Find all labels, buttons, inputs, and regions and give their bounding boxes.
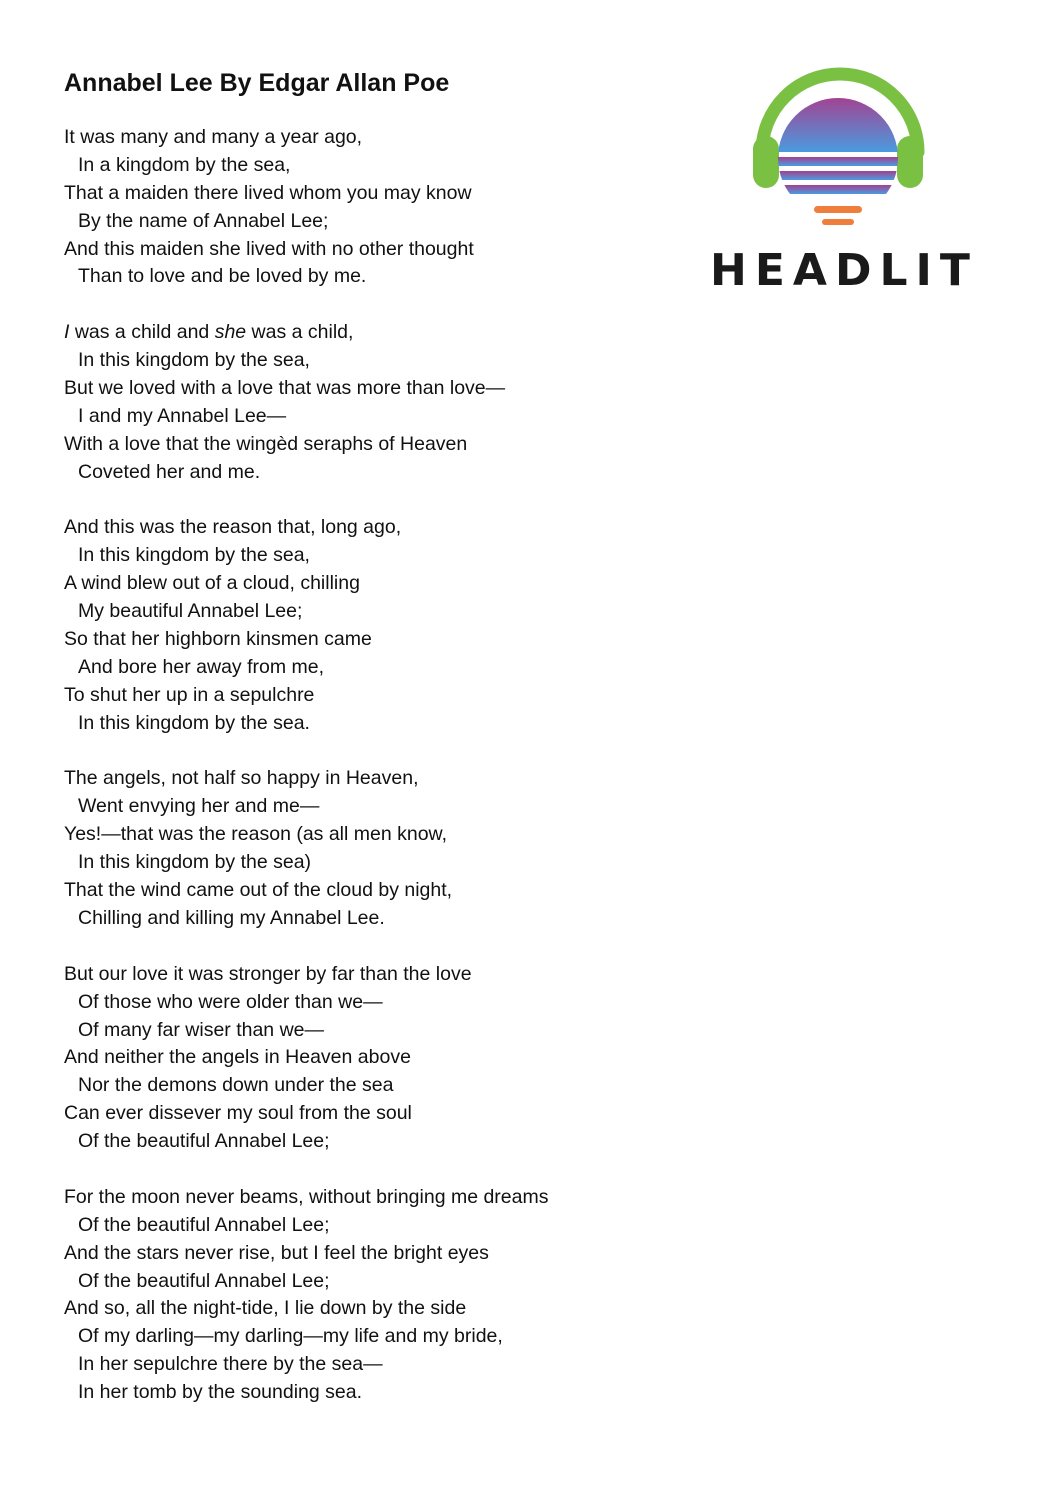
poem-line: Of the beautiful Annabel Lee; <box>78 1130 330 1153</box>
poem-line: That the wind came out of the cloud by night, <box>64 879 453 902</box>
poem-line: And the stars never rise, but I feel the bright eyes <box>64 1241 489 1264</box>
page-title: Annabel Lee By Edgar Allan Poe <box>64 69 450 97</box>
poem-line: And neither the angels in Heaven above <box>64 1046 411 1069</box>
poem-line: Of my darling—my darling—my life and my bride, <box>78 1325 503 1348</box>
poem-line: By the name of Annabel Lee; <box>78 209 329 232</box>
logo-wordmark: HEADLIT <box>710 245 978 296</box>
poem-line: Of many far wiser than we— <box>78 1018 324 1041</box>
poem-line: Yes!—that was the reason (as all men know, <box>64 823 447 846</box>
headlit-logo <box>690 60 990 300</box>
poem-line: With a love that the wingèd seraphs of Heaven <box>64 432 468 455</box>
poem-line: And this was the reason that, long ago, <box>64 516 402 539</box>
poem-line: In this kingdom by the sea. <box>78 711 310 734</box>
emphasis-text: she <box>214 321 247 344</box>
headphones-sunset-icon <box>690 60 990 240</box>
emphasis-text: I <box>64 321 70 344</box>
poem-line: And so, all the night-tide, I lie down by the side <box>64 1297 467 1320</box>
poem-line: A wind blew out of a cloud, chilling <box>64 572 360 595</box>
poem-line: In this kingdom by the sea, <box>78 349 310 372</box>
stanza <box>64 124 664 291</box>
poem-line: Coveted her and me. <box>78 460 261 483</box>
poem-line: In this kingdom by the sea, <box>78 544 310 567</box>
poem-line: That a maiden there lived whom you may know <box>64 181 472 204</box>
poem-line: Chilling and killing my Annabel Lee. <box>78 906 385 929</box>
poem-line: For the moon never beams, without bringing me dreams <box>64 1185 549 1208</box>
poem-line: In her tomb by the sounding sea. <box>78 1381 363 1404</box>
poem-line: Of the beautiful Annabel Lee; <box>78 1213 330 1236</box>
poem-line: To shut her up in a sepulchre <box>64 683 315 706</box>
poem-line: The angels, not half so happy in Heaven, <box>64 767 419 790</box>
stanza <box>64 765 664 932</box>
poem-line: My beautiful Annabel Lee; <box>78 600 303 623</box>
stanza <box>64 514 664 737</box>
poem-line: But our love it was stronger by far than the love <box>64 962 472 985</box>
stanza <box>64 319 664 486</box>
poem-line: In a kingdom by the sea, <box>78 153 291 176</box>
poem-line: Can ever dissever my soul from the soul <box>64 1102 412 1125</box>
poem-line: It was many and many a year ago, <box>64 126 363 148</box>
poem-line: I and my Annabel Lee— <box>78 404 287 427</box>
poem-line: Nor the demons down under the sea <box>78 1074 394 1097</box>
poem-line: In this kingdom by the sea) <box>78 851 312 874</box>
poem-line: But we loved with a love that was more than love— <box>64 377 506 400</box>
stanza <box>64 961 664 1156</box>
poem-line: In her sepulchre there by the sea— <box>78 1353 383 1376</box>
poem-line: Than to love and be loved by me. <box>78 265 367 288</box>
poem-line: And bore her away from me, <box>78 655 325 678</box>
poem-line: And this maiden she lived with no other thought <box>64 237 474 260</box>
poem-line: Went envying her and me— <box>78 795 320 818</box>
poem-line: So that her highborn kinsmen came <box>64 628 372 651</box>
poem-line: Of the beautiful Annabel Lee; <box>78 1269 330 1292</box>
poem-body <box>64 124 664 1407</box>
line-text: was a child and <box>69 321 215 344</box>
stanza <box>64 1184 664 1407</box>
poem-line: Of those who were older than we— <box>78 990 383 1013</box>
line-text: was a child, <box>246 321 354 344</box>
poem-line <box>64 319 664 347</box>
